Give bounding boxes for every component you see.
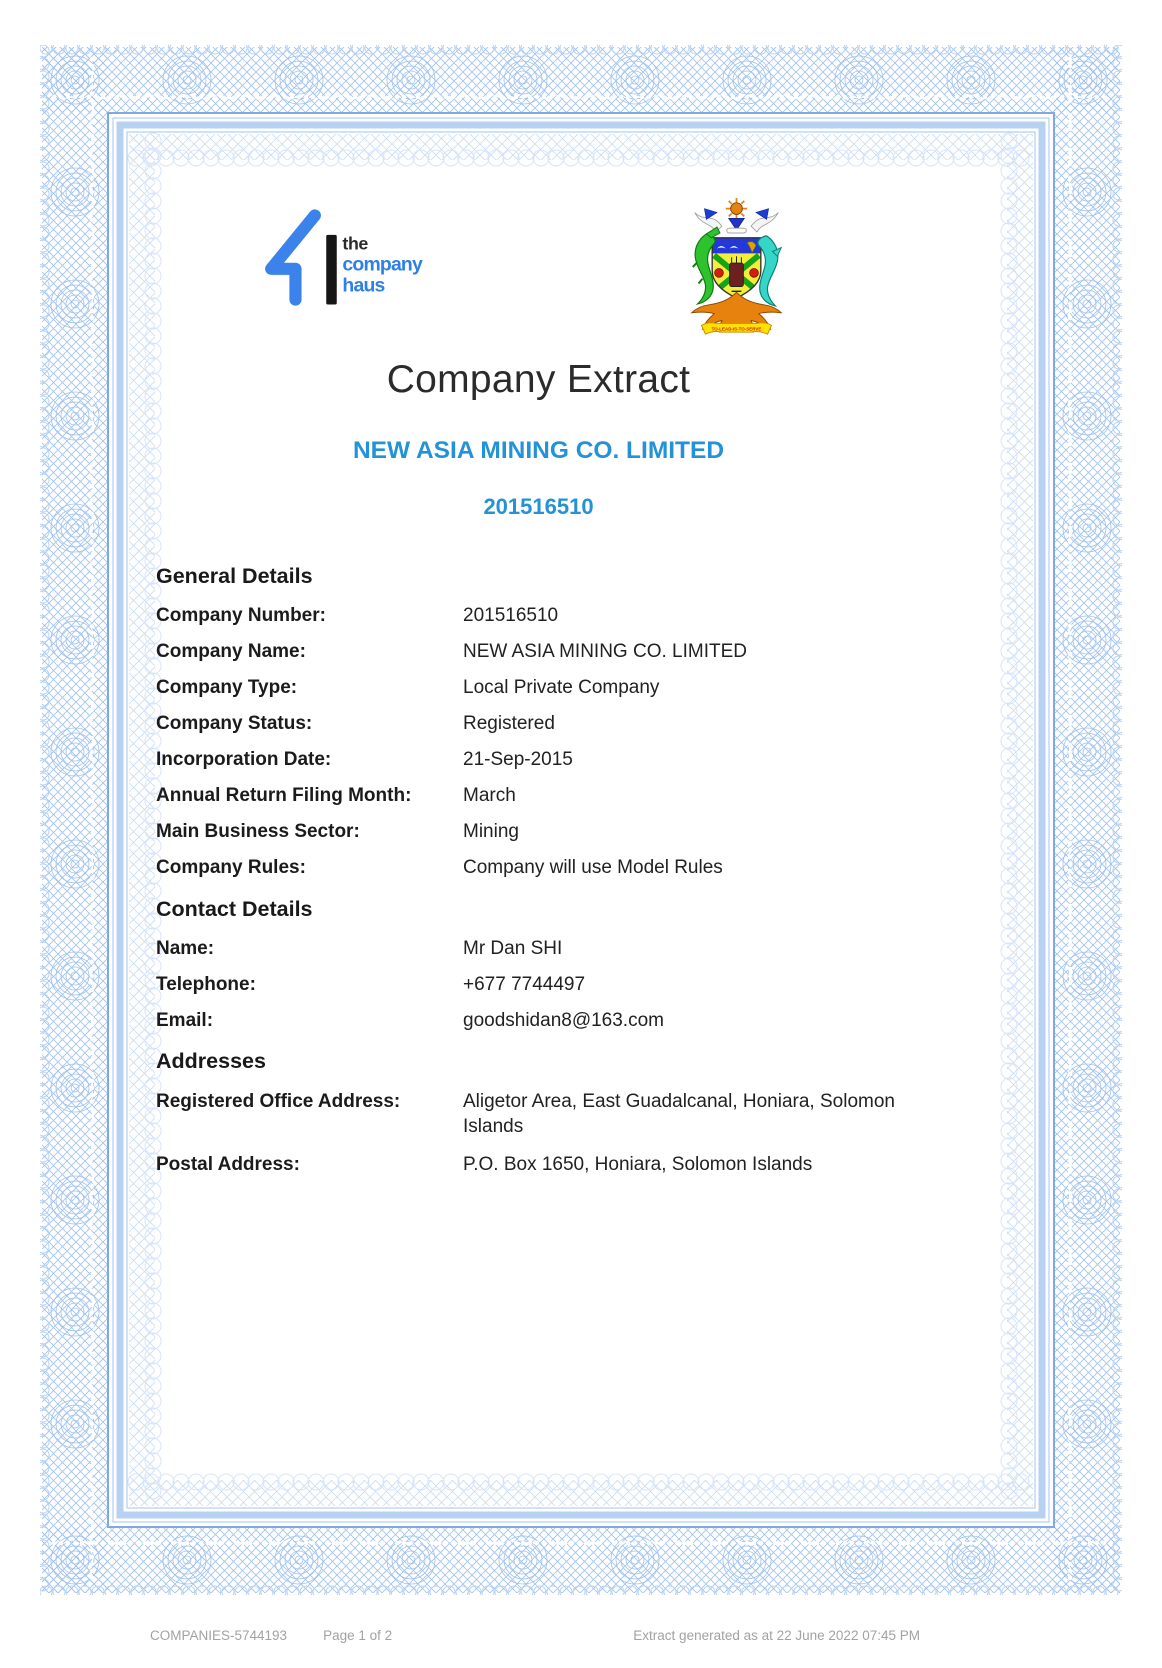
detail-row xyxy=(156,604,921,627)
coat-of-arms-motto: TO-LEAD-IS-TO-SERVE xyxy=(711,326,762,332)
detail-row xyxy=(156,784,921,807)
section-heading-general: General Details xyxy=(156,564,313,588)
field-value: March xyxy=(463,785,516,806)
field-label: Incorporation Date: xyxy=(156,749,332,770)
field-value: Registered xyxy=(463,713,555,734)
detail-row xyxy=(156,820,921,843)
section-heading-addresses: Addresses xyxy=(156,1049,266,1073)
detail-row xyxy=(156,1009,921,1032)
field-value: Local Private Company xyxy=(463,677,660,698)
logo-text-haus: haus xyxy=(342,274,385,297)
addresses-section xyxy=(156,1089,921,1177)
logo-bar-icon xyxy=(326,235,337,305)
detail-row xyxy=(156,676,921,699)
detail-row xyxy=(156,640,921,663)
field-value: +677 7744497 xyxy=(463,974,586,995)
logo-numeral-icon xyxy=(271,215,315,299)
footer-generated: Extract generated as at 22 June 2022 07:45 PM xyxy=(633,1628,920,1643)
field-label: Registered Office Address: xyxy=(156,1091,401,1112)
field-value: goodshidan8@163.com xyxy=(463,1010,664,1031)
page-title: Company Extract xyxy=(386,358,691,401)
certificate-page xyxy=(40,45,1122,1595)
field-value: Mining xyxy=(463,821,519,842)
detail-row xyxy=(156,973,921,996)
company-haus-logo xyxy=(255,205,425,310)
company-name: NEW ASIA MINING CO. LIMITED xyxy=(352,437,725,464)
detail-row xyxy=(156,856,921,879)
field-label: Company Number: xyxy=(156,605,326,626)
page-footer xyxy=(150,1628,920,1643)
field-label: Company Name: xyxy=(156,641,306,662)
footer-doc-ref: COMPANIES-5744193 xyxy=(150,1628,288,1643)
field-value: P.O. Box 1650, Honiara, Solomon Islands xyxy=(463,1154,813,1175)
logo-text-the: the xyxy=(342,233,368,254)
general-details-section xyxy=(156,604,921,879)
field-label: Main Business Sector: xyxy=(156,821,360,842)
field-label: Email: xyxy=(156,1010,214,1031)
field-label: Telephone: xyxy=(156,974,256,995)
detail-row xyxy=(156,748,921,771)
field-label: Postal Address: xyxy=(156,1154,300,1175)
field-label: Annual Return Filing Month: xyxy=(156,785,412,806)
field-value: Mr Dan SHI xyxy=(463,938,563,959)
contact-details-section xyxy=(156,937,921,1032)
field-label: Name: xyxy=(156,938,215,959)
field-label: Company Type: xyxy=(156,677,298,698)
company-number: 201516510 xyxy=(483,494,594,519)
detail-row xyxy=(156,1152,921,1177)
field-value: NEW ASIA MINING CO. LIMITED xyxy=(463,641,747,662)
section-heading-contact: Contact Details xyxy=(156,897,313,921)
certificate-header xyxy=(156,161,921,356)
field-label: Company Status: xyxy=(156,713,313,734)
logo-text-company: company xyxy=(342,253,422,276)
field-value: Company will use Model Rules xyxy=(463,857,723,878)
field-value: Aligetor Area, East Guadalcanal, Honiara, Solomon Islands xyxy=(463,1091,895,1137)
field-value: 201516510 xyxy=(463,605,559,626)
field-label: Company Rules: xyxy=(156,857,306,878)
footer-page-info: Page 1 of 2 xyxy=(323,1628,393,1643)
solomon-islands-coat-of-arms xyxy=(683,195,790,339)
field-value: 21-Sep-2015 xyxy=(463,749,573,770)
detail-row xyxy=(156,1089,921,1139)
detail-row xyxy=(156,937,921,960)
detail-row xyxy=(156,712,921,735)
